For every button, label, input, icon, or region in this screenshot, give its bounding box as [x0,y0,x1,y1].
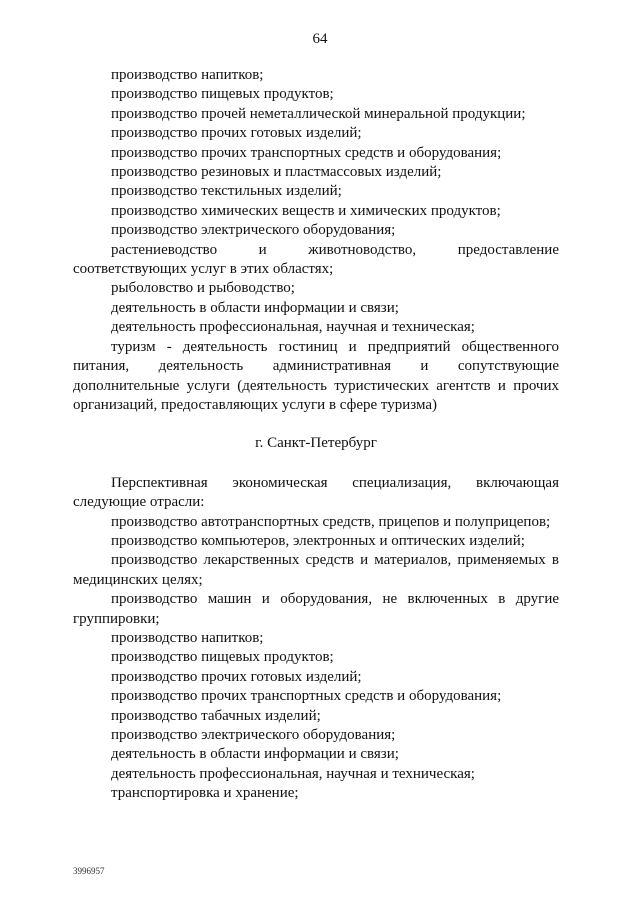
list-item: производство электрического оборудования; [111,727,396,743]
list-item: производство текстильных изделий; [111,183,342,200]
list-item: производство напитков; [111,629,264,646]
section-intro: Перспективная экономическая специализация, включающая следующие отрасли: [73,474,559,511]
document-body [73,66,559,804]
list-item: производство компьютеров, электронных и оптических изделий; [111,532,525,549]
list-item: производство химических веществ и химических продуктов; [111,202,501,219]
list-item: производство напитков; [111,67,264,83]
list-item: деятельность в области информации и связи; [111,299,399,316]
list-item: производство прочих готовых изделий; [111,668,362,685]
section-heading: г. Санкт-Петербург [255,435,377,452]
list-item: производство автотранспортных средств, прицепов и полуприцепов; [111,513,551,530]
page-number: 64 [312,31,328,47]
list-item: деятельность профессиональная, научная и техническая; [111,765,475,782]
list-item: производство электрического оборудования; [111,222,396,239]
list-item: производство прочих готовых изделий; [111,125,362,142]
list-item: растениеводство и животноводство, предоставление соответствующих услуг в этих областях; [73,241,559,278]
list-item: производство табачных изделий; [111,707,321,724]
list-item: производство пищевых продуктов; [111,649,334,666]
list-item: производство пищевых продуктов; [111,86,334,103]
section1-list [73,66,559,415]
document-code: 3996957 [73,866,105,876]
list-item: производство резиновых и пластмассовых изделий; [111,164,442,181]
list-item: производство лекарственных средств и материалов, применяемых в медицинских целях; [73,552,559,588]
list-item: деятельность в области информации и связи; [111,746,399,763]
list-item: рыболовство и рыбоводство; [111,280,295,297]
list-item: производство прочих транспортных средств и оборудования; [111,144,502,161]
list-item: деятельность профессиональная, научная и техническая; [111,319,475,336]
list-item: производство прочей неметаллической минеральной продукции; [111,105,526,122]
section2-list [73,474,559,804]
list-item: производство машин и оборудования, не включенных в другие группировки; [73,591,559,627]
list-item: транспортировка и хранение; [111,785,299,802]
list-item: производство прочих транспортных средств и оборудования; [111,688,502,705]
list-item: туризм - деятельность гостиниц и предприятий общественного питания, деятельность административная и сопутствующие дополнительные услуги (деятельность туристических агентств и прочих организаций, предоставляющих услуги в сфере туризма) [73,338,559,413]
